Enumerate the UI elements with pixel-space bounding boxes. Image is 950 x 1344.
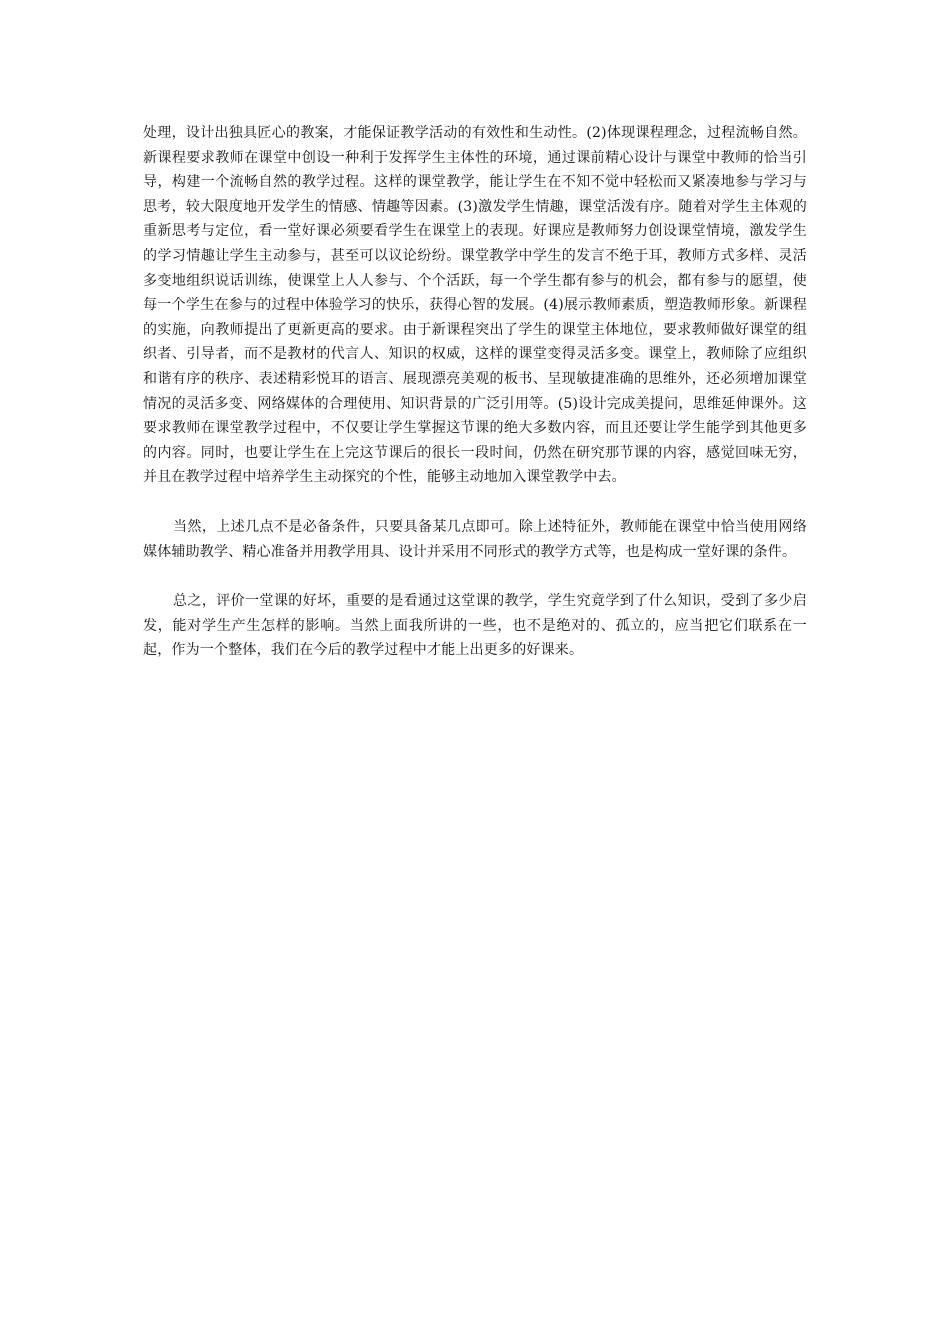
paragraph-conclusion: 总之，评价一堂课的好坏，重要的是看通过这堂课的教学，学生究竟学到了什么知识，受到了多少启发，能对学生产生怎样的影响。当然上面我所讲的一些，也不是绝对的、孤立的，应当把它们联系在一起，作为一个整体，我们在今后的教学过程中才能上出更多的好课来。	[143, 593, 807, 659]
paragraph-supplementary-conditions: 当然，上述几点不是必备条件，只要具备某几点即可。除上述特征外，教师能在课堂中恰当使用网络媒体辅助教学、精心准备并用教学用具、设计并采用不同形式的教学方式等，也是构成一堂好课的条件。	[143, 518, 807, 560]
paragraph-criteria-continued: 处理，设计出独具匠心的教案，才能保证教学活动的有效性和生动性。(2)体现课程理念，过程流畅自然。新课程要求教师在课堂中创设一种利于发挥学生主体性的环境，通过课前精心设计与课堂中教师的恰当引导，构建一个流畅自然的教学过程。这样的课堂教学，能让学生在不知不觉中轻松而又紧凑地参与学习与思考，较大限度地开发学生的情感、情趣等因素。(3)激发学生情趣，课堂活泼有序。随着对学生主体观的重新思考与定位，看一堂好课必须要看学生在课堂上的表现。好课应是教师努力创设课堂情境，激发学生的学习情趣让学生主动参与，甚至可以议论纷纷。课堂教学中学生的发言不绝于耳，教师方式多样、灵活多变地组织说话训练，使课堂上人人参与、个个活跃，每一个学生都有参与的机会，都有参与的愿望，使每一个学生在参与的过程中体验学习的快乐，获得心智的发展。(4)展示教师素质，塑造教师形象。新课程的实施，向教师提出了更新更高的要求。由于新课程突出了学生的课堂主体地位，要求教师做好课堂的组织者、引导者，而不是教材的代言人、知识的权威，这样的课堂变得灵活多变。课堂上，教师除了应组织和谐有序的秩序、表述精彩悦耳的语言、展现漂亮美观的板书、呈现敏捷准确的思维外，还必须增加课堂情况的灵活多变、网络媒体的合理使用、知识背景的广泛引用等。(5)设计完成美提问，思维延伸课外。这要求教师在课堂教学过程中，不仅要让学生掌握这节课的绝大多数内容，而且还要让学生能学到其他更多的内容。同时，也要让学生在上完这节课后的很长一段时间，仍然在研究那节课的内容，感觉回味无穷，并且在教学过程中培养学生主动探究的个性，能够主动地加入课堂教学中去。	[143, 125, 807, 486]
document-body	[143, 121, 807, 663]
